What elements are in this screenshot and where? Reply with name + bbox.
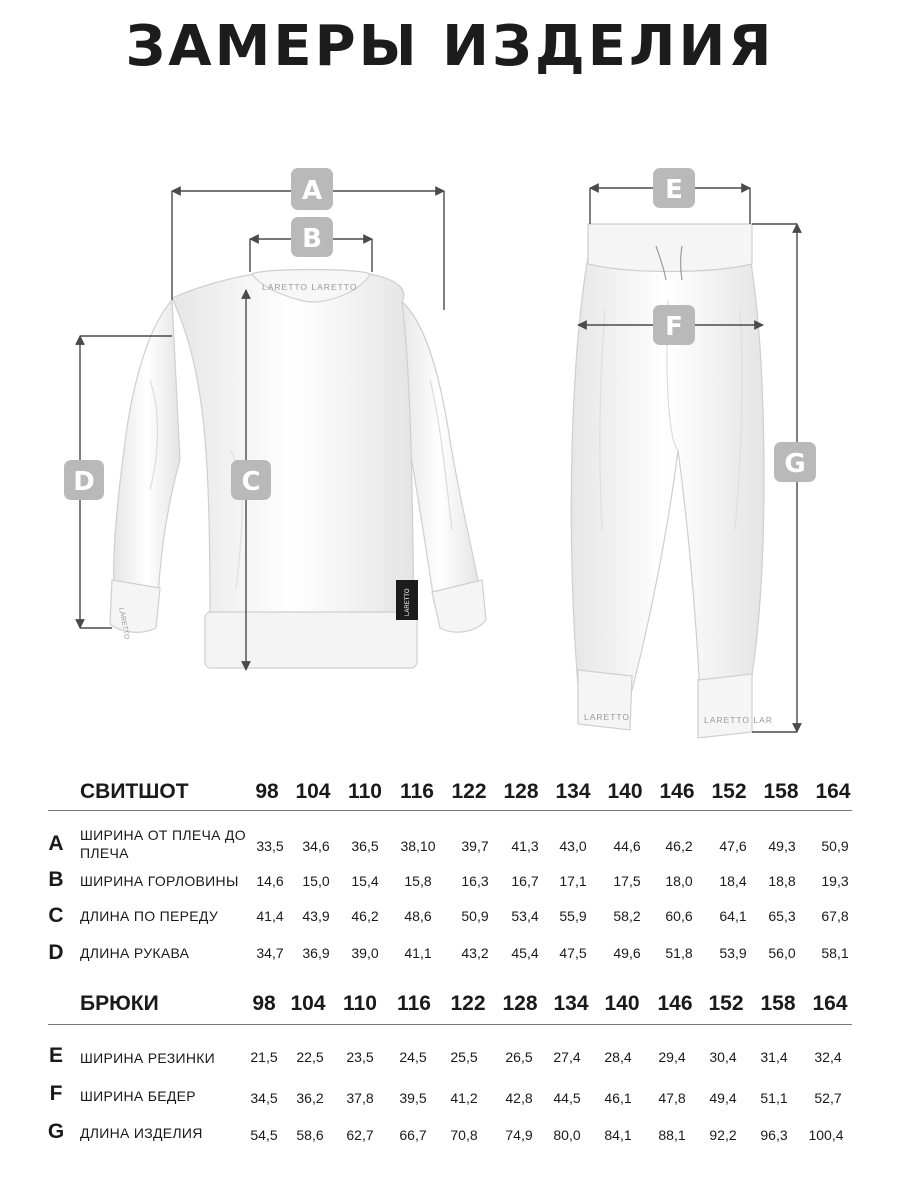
cell-value: 39,0 xyxy=(351,945,379,961)
row-letter: B xyxy=(48,868,64,891)
size-header: 98 xyxy=(252,992,276,1015)
cell-value: 46,2 xyxy=(665,838,693,854)
pants-illustration xyxy=(571,224,764,738)
size-header: 98 xyxy=(255,780,279,803)
size-header: 110 xyxy=(343,992,377,1015)
cell-value: 36,9 xyxy=(302,945,330,961)
cell-value: 44,6 xyxy=(613,838,641,854)
sweatshirt-left-cuff xyxy=(110,580,160,632)
row-letter: E xyxy=(48,1044,63,1067)
cell-value: 33,5 xyxy=(256,838,284,854)
cell-value: 84,1 xyxy=(604,1127,632,1143)
cell-value: 96,3 xyxy=(760,1127,788,1143)
garment-diagram xyxy=(0,150,900,750)
cell-value: 37,8 xyxy=(346,1090,374,1106)
row-letter: C xyxy=(48,904,64,927)
pant-cuff-right-brand: LARETTO LAR xyxy=(704,715,773,725)
cell-value: 36,5 xyxy=(351,838,379,854)
cell-value: 66,7 xyxy=(399,1127,427,1143)
cell-value: 47,5 xyxy=(559,945,587,961)
cell-value: 18,0 xyxy=(665,873,693,889)
size-header: 146 xyxy=(657,992,693,1015)
cell-value: 39,7 xyxy=(461,838,489,854)
svg-text:B: B xyxy=(302,224,322,254)
cell-value: 44,5 xyxy=(553,1090,581,1106)
cell-value: 28,4 xyxy=(604,1049,632,1065)
marker-g xyxy=(774,442,816,482)
row-letter: G xyxy=(47,1120,65,1143)
section-heading-pants: БРЮКИ xyxy=(80,992,159,1015)
section-divider xyxy=(48,1024,852,1025)
size-header: 110 xyxy=(348,780,382,803)
cell-value: 65,3 xyxy=(768,908,796,924)
svg-text:LARETTO: LARETTO xyxy=(405,588,411,616)
cell-value: 34,7 xyxy=(256,945,284,961)
cell-value: 18,8 xyxy=(768,873,796,889)
cell-value: 92,2 xyxy=(709,1127,737,1143)
cell-value: 46,2 xyxy=(351,908,379,924)
cell-value: 27,4 xyxy=(553,1049,581,1065)
cell-value: 52,7 xyxy=(814,1090,842,1106)
cell-value: 24,5 xyxy=(399,1049,427,1065)
cell-value: 15,8 xyxy=(404,873,432,889)
marker-e xyxy=(653,168,695,208)
cell-value: 80,0 xyxy=(553,1127,581,1143)
row-label: ШИРИНА ОТ ПЛЕЧА ДО ПЛЕЧА xyxy=(80,827,246,861)
cell-value: 17,5 xyxy=(613,873,641,889)
cell-value: 55,9 xyxy=(559,908,587,924)
sweatshirt-hem-band xyxy=(205,612,417,668)
size-header: 152 xyxy=(708,992,744,1015)
cell-value: 41,4 xyxy=(256,908,284,924)
cell-value: 30,4 xyxy=(709,1049,737,1065)
cell-value: 32,4 xyxy=(814,1049,842,1065)
row-label: ДЛИНА ПО ПЕРЕДУ xyxy=(80,908,219,924)
size-header: 134 xyxy=(553,992,589,1015)
cell-value: 23,5 xyxy=(346,1049,374,1065)
marker-a xyxy=(291,168,333,210)
size-header: 128 xyxy=(503,780,539,803)
cuff-brand-text: LARETTO xyxy=(117,607,130,641)
cell-value: 74,9 xyxy=(505,1127,533,1143)
size-header: 128 xyxy=(502,992,538,1015)
size-header: 158 xyxy=(760,992,796,1015)
cell-value: 49,4 xyxy=(709,1090,737,1106)
cell-value: 58,6 xyxy=(296,1127,324,1143)
size-header: 116 xyxy=(397,992,431,1015)
row-label: ШИРИНА ГОРЛОВИНЫ xyxy=(80,873,239,889)
size-header: 164 xyxy=(815,780,851,803)
size-header: 104 xyxy=(290,992,326,1015)
svg-text:E: E xyxy=(665,175,683,205)
cell-value: 36,2 xyxy=(296,1090,324,1106)
cell-value: 21,5 xyxy=(250,1049,278,1065)
cell-value: 43,0 xyxy=(559,838,587,854)
row-letter: D xyxy=(48,941,64,964)
cell-value: 15,0 xyxy=(302,873,330,889)
sweatshirt-body xyxy=(172,274,414,620)
pant-cuff-left-brand: LARETTO xyxy=(584,712,631,722)
sweatshirt-left-sleeve xyxy=(114,300,180,598)
size-header: 122 xyxy=(450,992,486,1015)
svg-text:D: D xyxy=(73,467,95,497)
svg-text:C: C xyxy=(241,467,261,497)
marker-b xyxy=(291,217,333,257)
cell-value: 49,6 xyxy=(613,945,641,961)
cell-value: 53,4 xyxy=(511,908,539,924)
size-header: 146 xyxy=(659,780,695,803)
cell-value: 58,1 xyxy=(821,945,849,961)
cell-value: 45,4 xyxy=(511,945,539,961)
cell-value: 54,5 xyxy=(250,1127,278,1143)
cell-value: 64,1 xyxy=(719,908,747,924)
svg-text:F: F xyxy=(665,312,683,342)
section-divider xyxy=(48,810,852,811)
cell-value: 43,9 xyxy=(302,908,330,924)
cell-value: 51,1 xyxy=(760,1090,788,1106)
cell-value: 67,8 xyxy=(821,908,849,924)
cell-value: 29,4 xyxy=(658,1049,686,1065)
cell-value: 26,5 xyxy=(505,1049,533,1065)
svg-text:G: G xyxy=(784,449,806,479)
cell-value: 38,10 xyxy=(400,838,436,854)
row-label: ДЛИНА РУКАВА xyxy=(80,945,190,961)
pants-right-cuff xyxy=(698,674,752,738)
cell-value: 15,4 xyxy=(351,873,379,889)
cell-value: 50,9 xyxy=(461,908,489,924)
cell-value: 56,0 xyxy=(768,945,796,961)
size-header: 104 xyxy=(295,780,331,803)
cell-value: 70,8 xyxy=(450,1127,478,1143)
size-header: 140 xyxy=(604,992,640,1015)
size-header: 152 xyxy=(711,780,747,803)
cell-value: 39,5 xyxy=(399,1090,427,1106)
row-label: ШИРИНА РЕЗИНКИ xyxy=(80,1050,216,1066)
cell-value: 43,2 xyxy=(461,945,489,961)
cell-value: 16,3 xyxy=(461,873,489,889)
cell-value: 31,4 xyxy=(760,1049,788,1065)
size-header: 122 xyxy=(451,780,487,803)
cell-value: 47,8 xyxy=(658,1090,686,1106)
row-letter: A xyxy=(48,832,64,855)
size-header: 158 xyxy=(763,780,799,803)
cell-value: 18,4 xyxy=(719,873,747,889)
cell-value: 25,5 xyxy=(450,1049,478,1065)
cell-value: 51,8 xyxy=(665,945,693,961)
size-header: 164 xyxy=(812,992,848,1015)
cell-value: 41,1 xyxy=(404,945,432,961)
cell-value: 46,1 xyxy=(604,1090,632,1106)
sweatshirt-illustration xyxy=(110,270,486,669)
cell-value: 49,3 xyxy=(768,838,796,854)
cell-value: 50,9 xyxy=(821,838,849,854)
cell-value: 42,8 xyxy=(505,1090,533,1106)
svg-text:A: A xyxy=(301,176,323,206)
cell-value: 58,2 xyxy=(613,908,641,924)
pants-waistband xyxy=(588,224,752,272)
cell-value: 88,1 xyxy=(658,1127,686,1143)
marker-f xyxy=(653,305,695,345)
size-header: 116 xyxy=(400,780,434,803)
page-title: ЗАМЕРЫ ИЗДЕЛИЯ xyxy=(125,14,775,79)
marker-c xyxy=(231,460,271,500)
row-label: ШИРИНА БЕДЕР xyxy=(80,1088,196,1104)
sweatshirt-brand-tag xyxy=(396,580,418,620)
cell-value: 60,6 xyxy=(665,908,693,924)
cell-value: 41,2 xyxy=(450,1090,478,1106)
cell-value: 48,6 xyxy=(404,908,432,924)
collar-brand-text: LARETTO LARETTO xyxy=(262,282,358,292)
marker-d xyxy=(64,460,104,500)
cell-value: 41,3 xyxy=(511,838,539,854)
cell-value: 47,6 xyxy=(719,838,747,854)
section-heading-sweatshirt: СВИТШОТ xyxy=(80,780,189,803)
cell-value: 14,6 xyxy=(256,873,284,889)
cell-value: 34,5 xyxy=(250,1090,278,1106)
cell-value: 100,4 xyxy=(808,1127,844,1143)
cell-value: 19,3 xyxy=(821,873,849,889)
size-header: 140 xyxy=(607,780,643,803)
cell-value: 53,9 xyxy=(719,945,747,961)
cell-value: 62,7 xyxy=(346,1127,374,1143)
row-label: ДЛИНА ИЗДЕЛИЯ xyxy=(80,1125,203,1141)
cell-value: 34,6 xyxy=(302,838,330,854)
cell-value: 22,5 xyxy=(296,1049,324,1065)
size-header: 134 xyxy=(555,780,591,803)
cell-value: 16,7 xyxy=(511,873,539,889)
cell-value: 17,1 xyxy=(559,873,587,889)
row-letter: F xyxy=(49,1082,63,1105)
